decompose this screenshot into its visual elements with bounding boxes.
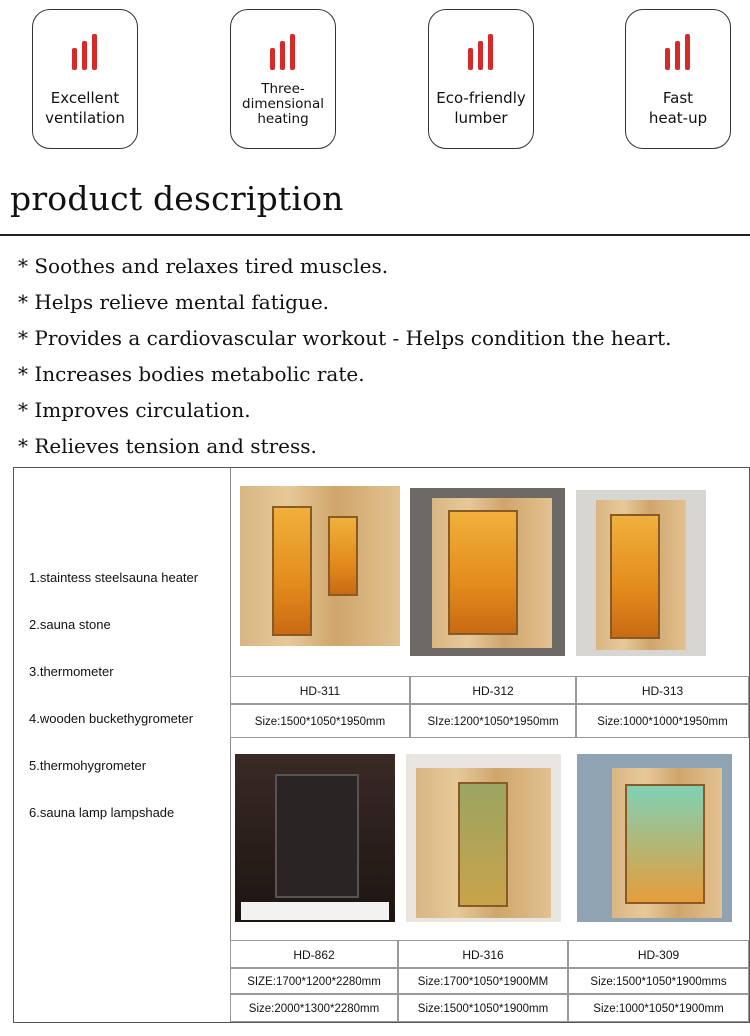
feature-card-heatup — [625, 9, 731, 149]
size-label: Size:1500*1050*1900mm — [398, 994, 568, 1022]
model-label: HD-311 — [230, 676, 410, 704]
list-item: * Improves circulation. — [18, 398, 251, 422]
size-label: SIze:1200*1050*1950mm — [410, 704, 576, 738]
size-label: SIZE:1700*1200*2280mm — [230, 968, 398, 994]
list-item: * Helps relieve mental fatigue. — [18, 290, 330, 314]
bar-chart-icon — [266, 34, 300, 70]
feature-label: Eco-friendly lumber — [436, 89, 526, 127]
list-item: * Relieves tension and stress. — [18, 434, 317, 458]
feature-label: Excellent ventilation — [45, 89, 125, 127]
spec-table — [13, 467, 750, 1023]
list-item: * Increases bodies metabolic rate. — [18, 362, 365, 386]
size-label: Size:1000*1050*1900mm — [568, 994, 749, 1022]
sauna-image-hd-316 — [406, 754, 561, 922]
sauna-image-hd-309 — [577, 754, 732, 922]
sauna-image-hd-313 — [576, 490, 706, 656]
component-item: 5.thermohygrometer — [29, 758, 147, 773]
section-heading: product description — [10, 179, 344, 218]
benefit-list — [18, 248, 672, 464]
component-item: 4.wooden buckethygrometer — [29, 711, 194, 726]
sauna-image-hd-862 — [235, 754, 395, 922]
model-label: HD-862 — [230, 940, 398, 968]
model-label: HD-316 — [398, 940, 568, 968]
feature-card-ventilation — [32, 9, 138, 149]
size-label: Size:1700*1050*1900MM — [398, 968, 568, 994]
bar-chart-icon — [464, 34, 498, 70]
divider — [0, 234, 750, 236]
bar-chart-icon — [68, 34, 102, 70]
feature-card-heating — [230, 9, 336, 149]
component-item: 6.sauna lamp lampshade — [29, 805, 175, 820]
feature-label: Fast heat-up — [648, 89, 708, 127]
sauna-image-hd-312 — [410, 488, 565, 656]
component-item: 1.staintess steelsauna heater — [29, 570, 199, 585]
feature-card-lumber — [428, 9, 534, 149]
bar-chart-icon — [661, 34, 695, 70]
component-item: 2.sauna stone — [29, 617, 111, 632]
feature-label: Three- dimensional heating — [242, 81, 324, 127]
components-column — [14, 468, 231, 1022]
list-item: * Soothes and relaxes tired muscles. — [18, 254, 389, 278]
sauna-image-hd-311 — [240, 486, 400, 646]
list-item: * Provides a cardiovascular workout - Helps condition the heart. — [18, 326, 672, 350]
model-label: HD-312 — [410, 676, 576, 704]
size-label: Size:1000*1000*1950mm — [576, 704, 749, 738]
model-label: HD-309 — [568, 940, 749, 968]
model-label: HD-313 — [576, 676, 749, 704]
size-label: Size:1500*1050*1950mm — [230, 704, 410, 738]
size-label: Size:2000*1300*2280mm — [230, 994, 398, 1022]
component-item: 3.thermometer — [29, 664, 114, 679]
feature-cards — [0, 0, 750, 180]
size-label: Size:1500*1050*1900mms — [568, 968, 749, 994]
